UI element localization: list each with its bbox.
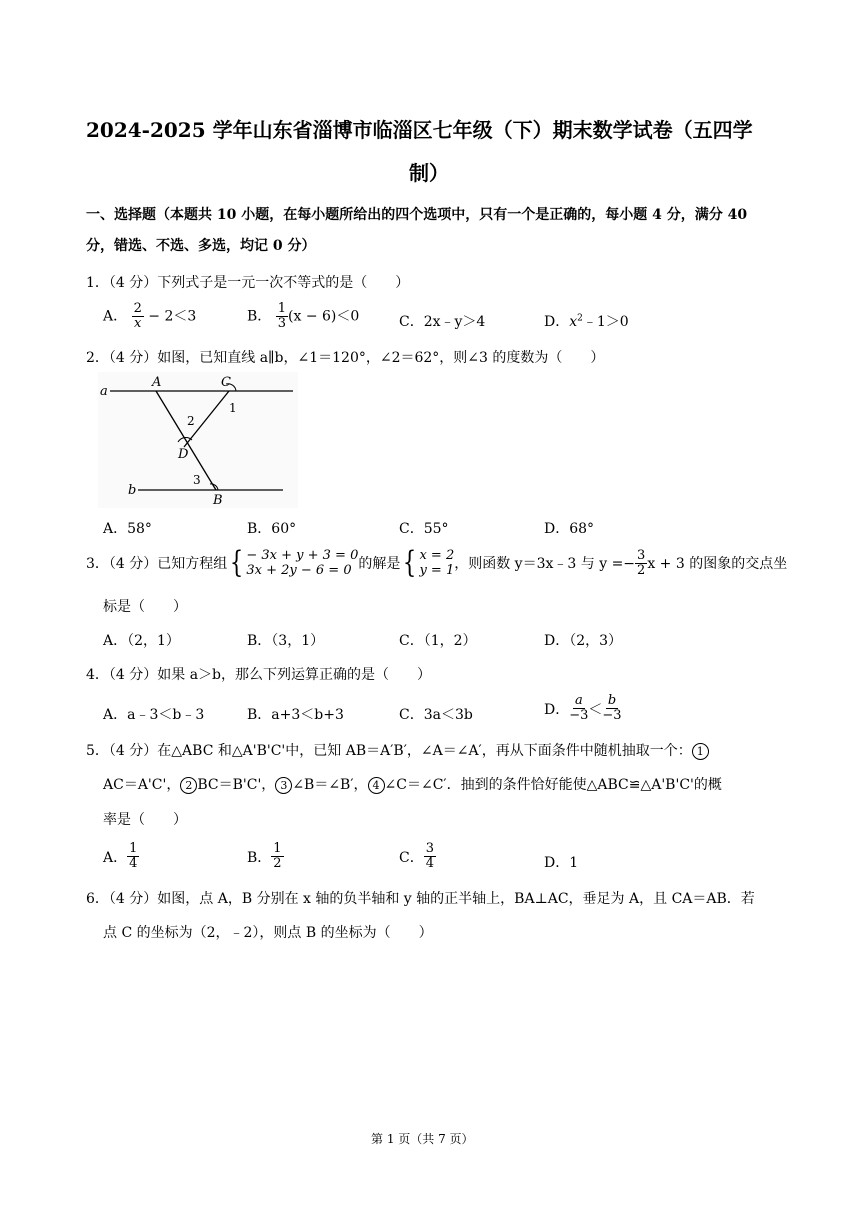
q3-system-1: [227, 545, 359, 580]
question-3-stem: [86, 545, 788, 580]
q1-b-fraction: [276, 302, 288, 331]
q3-brace-1: {: [230, 545, 244, 580]
label-D: D: [178, 447, 189, 462]
q5-cond-1: AC＝A'C'，: [103, 777, 181, 793]
q4-option-d: [544, 694, 622, 723]
q5-c-num: 3: [425, 841, 434, 856]
question-5-stem-line2: [103, 774, 722, 794]
q4-d-frac1: [569, 694, 588, 723]
q3-stem-pre: 3．（4 分）已知方程组: [86, 556, 228, 572]
q3-brace-2: {: [403, 545, 417, 580]
circled-2: 2: [180, 777, 197, 794]
q3-option-d: D．（2，3）: [544, 633, 623, 649]
q5-c-frac: [424, 842, 436, 871]
q1-option-c: C．2x﹣y＞4: [399, 314, 486, 330]
section-header-cont: 分，错选、不选、多选，均记 0 分）: [86, 238, 316, 254]
q4-option-c: C．3a＜3b: [399, 707, 473, 723]
q1-d-rest: ﹣1＞0: [582, 314, 629, 330]
q5-b-num: 1: [273, 841, 282, 856]
question-4-stem: 4．（4 分）如果 a＞b，那么下列运算正确的是（ ）: [86, 667, 432, 683]
label-2: 2: [187, 414, 195, 428]
section-header: 一、选择题（本题共 10 小题，在每小题所给出的四个选项中，只有一个是正确的，每小题 4 分，满分 40: [86, 207, 748, 223]
q5-line1: 5．（4 分）在△ABC 和△A'B'C'中，已知 AB＝A′B′，∠A＝∠A′，再从下面条件中随机抽取一个：: [86, 743, 692, 759]
page-title: 2024-2025 学年山东省淄博市临淄区七年级（下）期末数学试卷（五四学: [86, 118, 753, 142]
label-A: A: [152, 375, 162, 390]
q3-system-2: [400, 545, 455, 580]
q3-option-b: B．（3，1）: [247, 633, 325, 649]
q4-d-den2: −3: [602, 708, 622, 723]
q4-d-lt: ＜: [588, 701, 603, 718]
q1-b-num: 1: [277, 301, 287, 316]
q5-cond-2: BC＝B'C'，: [197, 777, 276, 793]
question-2-stem: 2．（4 分）如图，已知直线 a∥b，∠1＝120°，∠2＝62°，则∠3 的度数为（ ）: [86, 350, 605, 366]
q1-d-label: D．: [544, 314, 570, 330]
q5-option-a: [103, 842, 139, 871]
q1-a-rest: − 2＜3: [143, 308, 197, 325]
q5-a-label: A．: [103, 849, 128, 866]
q5-option-d: D．1: [544, 855, 579, 871]
q3-frac-den: 2: [637, 562, 646, 578]
q4-d-num2: b: [607, 693, 617, 708]
q1-a-num: 2: [133, 301, 142, 316]
q1-a-fraction: [132, 302, 144, 331]
q1-b-label: B．: [247, 308, 272, 325]
q3-stem-mid: 的解是: [358, 556, 401, 572]
page-footer: 第 1 页（共 7 页）: [371, 1132, 474, 1146]
q1-b-den: 3: [277, 316, 287, 331]
q5-a-frac: [127, 842, 139, 871]
q3-option-c: C．（1，2）: [399, 633, 477, 649]
q5-b-label: B．: [247, 849, 272, 866]
q1-a-label: A．: [103, 308, 128, 325]
question-1-stem: 1．（4 分）下列式子是一元一次不等式的是（ ）: [86, 275, 410, 291]
question-6-stem-cont: 点 C 的坐标为（2，﹣2），则点 B 的坐标为（ ）: [103, 925, 433, 941]
label-a: a: [100, 384, 108, 399]
q1-option-a: [103, 302, 196, 331]
circled-4: 4: [368, 777, 385, 794]
question-6-stem: 6．（4 分）如图，点 A，B 分别在 x 轴的负半轴和 y 轴的正半轴上，BA⊥AC，垂足为 A，且 CA＝AB．若: [86, 891, 755, 907]
question-3-stem-cont: 标是（ ）: [103, 599, 187, 615]
page-title-cont: 制）: [409, 161, 449, 185]
q3-sys1-eq1: − 3x + y + 3 = 0: [246, 548, 359, 563]
q3-frac-num: 3: [637, 547, 646, 563]
q3-stem-post: x + 3 的图象的交点坐: [647, 556, 788, 572]
question-5-stem-line3: 率是（ ）: [103, 812, 187, 828]
q3-sys1-eq2: 3x + 2y − 6 = 0: [246, 563, 352, 578]
q1-a-den: x: [134, 316, 142, 331]
q2-option-d: D．68°: [544, 521, 595, 537]
q2-option-c: C．55°: [399, 521, 449, 537]
q5-c-den: 4: [425, 856, 434, 871]
q3-stem-mid2: ，则函数 y＝3x﹣3 与 y =−: [454, 556, 636, 572]
q2-figure: [98, 372, 298, 508]
label-3: 3: [193, 473, 201, 487]
q4-option-a: A．a﹣3＜b﹣3: [103, 707, 205, 723]
q3-option-a: A．（2，1）: [103, 633, 180, 649]
q1-option-b: [247, 302, 359, 331]
q4-d-den1: −3: [569, 708, 589, 723]
q5-b-den: 2: [273, 856, 282, 871]
label-b: b: [128, 483, 137, 498]
label-B: B: [213, 493, 223, 508]
q3-sys2-eq1: x = 2: [419, 548, 455, 563]
circled-1: 1: [692, 743, 709, 760]
q2-option-b: B．60°: [247, 521, 297, 537]
q5-cond-3: ∠B＝∠B′，: [292, 777, 368, 793]
q4-d-num1: a: [574, 693, 583, 708]
question-5-stem: [86, 740, 709, 760]
q5-a-num: 1: [129, 841, 138, 856]
q5-cond-4: ∠C＝∠C′．抽到的条件恰好能使△ABC≌△A'B'C'的概: [384, 777, 722, 793]
circled-3: 3: [275, 777, 292, 794]
q4-d-label: D．: [544, 701, 570, 718]
q1-option-d: [544, 311, 629, 331]
q2-option-a: A．58°: [103, 521, 152, 537]
q5-a-den: 4: [129, 856, 138, 871]
q1-b-rest: (x − 6)＜0: [288, 308, 360, 325]
q5-option-b: [247, 842, 284, 871]
label-C: C: [221, 375, 231, 390]
q5-option-c: [399, 842, 436, 871]
q5-c-label: C．: [399, 849, 424, 866]
label-1: 1: [229, 401, 237, 415]
q5-b-frac: [271, 842, 283, 871]
q3-fraction: [635, 549, 647, 578]
q4-d-frac2: [602, 694, 621, 723]
q4-option-b: B．a+3＜b+3: [247, 707, 344, 723]
q3-sys2-eq2: y = 1: [419, 563, 455, 578]
q1-d-var: x: [569, 314, 578, 330]
q1-d-exponent: 2: [577, 313, 583, 324]
